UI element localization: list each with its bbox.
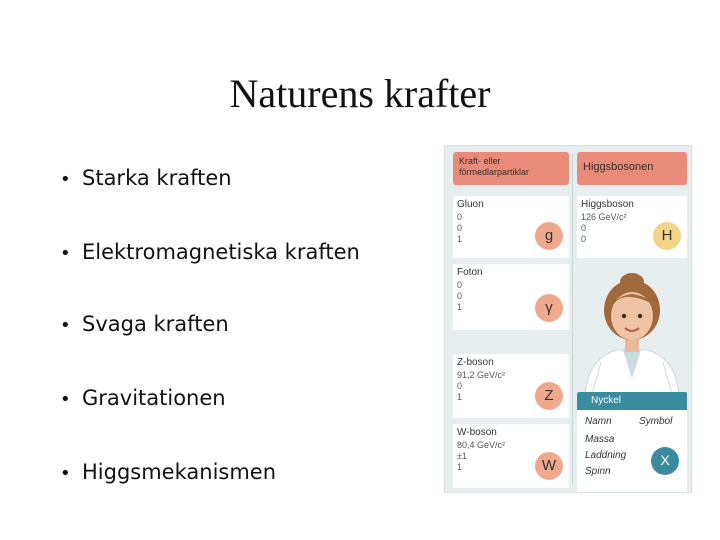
force-carrier-header: Kraft- eller förmedlarpartiklar bbox=[453, 152, 569, 185]
particle-name: Z-boson bbox=[457, 357, 494, 368]
particle-spin: 1 bbox=[457, 462, 463, 472]
particle-symbol: W bbox=[535, 452, 563, 480]
particle-symbol: H bbox=[653, 222, 681, 250]
particle-infographic bbox=[444, 145, 692, 493]
bullet-item: • Higgsmekanismen bbox=[60, 460, 277, 484]
particle-mass: 91,2 GeV/c² bbox=[457, 370, 506, 380]
particle-charge: 0 bbox=[457, 291, 463, 301]
particle-charge: ±1 bbox=[457, 451, 467, 461]
higgs-header: Higgsbosonen bbox=[577, 152, 687, 185]
particle-charge: 0 bbox=[581, 223, 587, 233]
bullet-item: • Svaga kraften bbox=[60, 312, 229, 336]
key-mass-label: Massa bbox=[585, 434, 615, 445]
particle-card-higgs bbox=[577, 196, 687, 258]
key-symbol-circle: X bbox=[651, 447, 679, 475]
particle-mass: 0 bbox=[457, 212, 463, 222]
particle-symbol: γ bbox=[535, 294, 563, 322]
particle-card-gluon bbox=[453, 196, 569, 258]
bullet-item: • Starka kraften bbox=[60, 166, 232, 190]
particle-mass: 126 GeV/c² bbox=[581, 212, 627, 222]
key-symbol-label: Symbol bbox=[639, 416, 673, 427]
particle-mass: 0 bbox=[457, 280, 463, 290]
scientist-illustration bbox=[577, 258, 687, 398]
key-box bbox=[577, 392, 687, 493]
slide-title: Naturens krafter bbox=[229, 71, 491, 116]
particle-charge: 0 bbox=[457, 381, 463, 391]
key-spin-label: Spinn bbox=[585, 466, 611, 477]
particle-name: Foton bbox=[457, 267, 483, 278]
particle-card-w-boson bbox=[453, 424, 569, 488]
particle-spin: 0 bbox=[581, 234, 587, 244]
bullet-item: • Elektromagnetiska kraften bbox=[60, 240, 360, 264]
column-divider bbox=[572, 154, 573, 484]
particle-symbol: Z bbox=[535, 382, 563, 410]
bullet-text: Gravitationen bbox=[82, 386, 226, 410]
particle-spin: 1 bbox=[457, 302, 463, 312]
bullet-text: Elektromagnetiska kraften bbox=[82, 240, 360, 264]
particle-symbol: g bbox=[535, 222, 563, 250]
particle-name: Higgsboson bbox=[581, 199, 634, 210]
particle-card-z-boson bbox=[453, 354, 569, 418]
particle-spin: 1 bbox=[457, 234, 463, 244]
higgs-column bbox=[577, 152, 687, 477]
particle-charge: 0 bbox=[457, 223, 463, 233]
bullet-text: Higgsmekanismen bbox=[82, 460, 277, 484]
bullet-item: • Gravitationen bbox=[60, 386, 226, 410]
force-carrier-column bbox=[453, 152, 569, 474]
bullet-text: Svaga kraften bbox=[82, 312, 229, 336]
particle-name: W-boson bbox=[457, 427, 497, 438]
particle-mass: 80,4 GeV/c² bbox=[457, 440, 506, 450]
key-name-label: Namn bbox=[585, 416, 612, 427]
particle-card-photon bbox=[453, 264, 569, 330]
bullet-text: Starka kraften bbox=[82, 166, 232, 190]
key-title: Nyckel bbox=[577, 392, 687, 410]
key-charge-label: Laddning bbox=[585, 450, 627, 461]
particle-spin: 1 bbox=[457, 392, 463, 402]
particle-name: Gluon bbox=[457, 199, 484, 210]
